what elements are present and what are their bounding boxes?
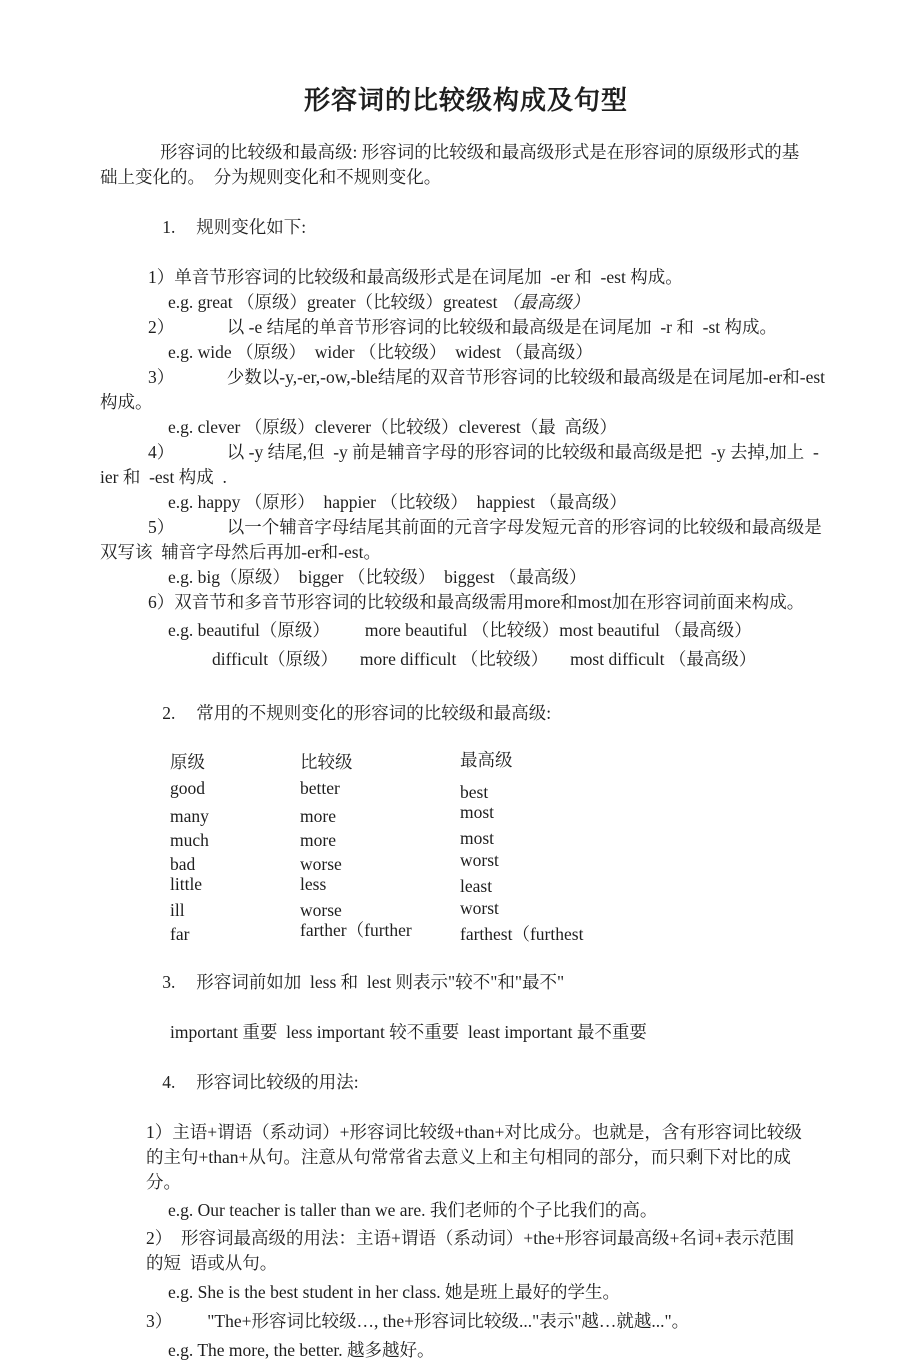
section-1-label: 规则变化如下:: [196, 217, 307, 237]
table-header-row: [170, 751, 832, 777]
table-cell: more: [300, 806, 336, 826]
section-3-example-text: important 重要 less important 较不重要 least important 最不重要: [170, 1022, 647, 1042]
section-2-heading: [100, 676, 832, 751]
rule-5-line-1: 5） 以一个辅音字母结尾其前面的元音字母发短元音的形容词的比较级和最高级是: [148, 517, 822, 537]
rule-4-line-1: 4） 以 -y 结尾,但 -y 前是辅音字母的形容词的比较级和最高级是把 -y 去掉,加上 -: [148, 442, 819, 462]
header-positive: 原级: [170, 752, 205, 772]
example-happy: e.g. happy （原形） happier （比较级） happiest （最高级）: [168, 492, 627, 512]
table-cell: far: [170, 924, 190, 944]
table-cell: better: [300, 778, 340, 798]
example-beautiful: e.g. beautiful（原级） more beautiful （比较级）most beautiful （最高级）: [168, 620, 752, 640]
section-1-heading: [100, 190, 832, 265]
rule-5-line-2: 双写该 辅音字母然后再加-er和-est。: [100, 542, 381, 562]
example-our-teacher: e.g. Our teacher is taller than we are. 我们老师的个子比我们的高。: [168, 1200, 658, 1220]
example-great-italic: （最高级）: [501, 292, 590, 312]
table-row: [170, 802, 832, 829]
usage-3-line-1: 3） "The+形容词比较级…, the+形容词比较级..."表示"越…就越..."。: [146, 1311, 690, 1331]
table-cell: bad: [170, 854, 196, 874]
table-cell: best: [460, 782, 489, 802]
section-3-heading: [100, 945, 832, 1020]
table-row: [170, 873, 832, 899]
usage-1-line-2: 的主句+than+从句。注意从句常常省去意义上和主句相同的部分，而只剩下对比的成: [146, 1147, 791, 1167]
intro-line-1: 形容词的比较级和最高级: 形容词的比较级和最高级形式是在形容词的原级形式的基: [160, 142, 800, 162]
document-title: 形容词的比较级构成及句型: [303, 86, 628, 115]
table-cell: many: [170, 806, 209, 826]
section-2-number: 2.: [162, 703, 176, 723]
example-great-normal: e.g. great （原级）greater（比较级）greatest: [168, 292, 502, 312]
table-cell: good: [170, 778, 205, 798]
section-3-label: 形容词前如加 less 和 lest 则表示"较不"和"最不": [196, 972, 565, 992]
usage-1-line-3: 分。: [146, 1172, 181, 1192]
example-big: e.g. big（原级） bigger （比较级） biggest （最高级）: [168, 567, 587, 587]
header-superlative: 最高级: [460, 750, 513, 770]
rule-1: 1）单音节形容词的比较级和最高级形式是在词尾加 -er 和 -est 构成。: [148, 267, 683, 287]
intro-line-2: 础上变化的。 分为规则变化和不规则变化。: [100, 167, 442, 187]
rule-3-line-1: 3） 少数以-y,-er,-ow,-ble结尾的双音节形容词的比较级和最高级是在词尾加-er和-est: [148, 367, 826, 387]
table-cell: little: [170, 874, 203, 894]
section-1-number: 1.: [162, 217, 176, 237]
section-4-heading: [100, 1045, 832, 1120]
rule-3-line-2: 构成。: [100, 392, 153, 412]
section-2-label: 常用的不规则变化的形容词的比较级和最高级:: [196, 703, 552, 723]
section-3-number: 3.: [162, 972, 176, 992]
table-cell: ill: [170, 900, 185, 920]
table-cell: worst: [460, 850, 499, 870]
example-wide: e.g. wide （原级） wider （比较级） widest （最高级）: [168, 342, 593, 362]
section-4-label: 形容词比较级的用法:: [196, 1072, 359, 1092]
table-row: [170, 920, 832, 945]
table-cell: much: [170, 830, 209, 850]
example-the-more: e.g. The more, the better. 越多越好。: [168, 1340, 435, 1360]
table-cell: worst: [460, 898, 499, 918]
document-content: [100, 84, 832, 1363]
example-great: [100, 290, 832, 315]
example-difficult: difficult（原级） more difficult （比较级） most difficult （最高级）: [212, 649, 757, 669]
usage-2-line-1: 2） 形容词最高级的用法：主语+谓语（系动词）+the+形容词最高级+名词+表示范围: [146, 1228, 795, 1248]
table-cell: worse: [300, 854, 342, 874]
table-cell: least: [460, 876, 493, 896]
header-comparative: 比较级: [300, 752, 353, 772]
table-cell: most: [460, 802, 495, 822]
table-row: [170, 850, 832, 874]
example-best-student: e.g. She is the best student in her class. 她是班上最好的学生。: [168, 1282, 621, 1302]
table-cell: most: [460, 828, 495, 848]
table-cell: worse: [300, 900, 342, 920]
table-row: [170, 899, 832, 923]
usage-2-line-2: 的短 语或从句。: [146, 1253, 278, 1273]
table-cell: less: [300, 874, 327, 894]
table-cell: farthest（furthest: [460, 924, 584, 944]
example-clever: e.g. clever （原级）cleverer（比较级）cleverest（最 高级）: [168, 417, 618, 437]
usage-1-line-1: 1）主语+谓语（系动词）+形容词比较级+than+对比成分。也就是，含有形容词比较级: [146, 1122, 802, 1142]
rule-2: 2） 以 -e 结尾的单音节形容词的比较级和最高级是在词尾加 -r 和 -st 构成。: [148, 317, 777, 337]
table-cell: farther（further: [300, 920, 412, 940]
rule-6: 6）双音节和多音节形容词的比较级和最高级需用more和most加在形容词前面来构成。: [148, 592, 805, 612]
section-3-example: [100, 1020, 832, 1045]
table-cell: more: [300, 830, 336, 850]
irregular-forms-table: [170, 751, 832, 945]
rule-4-line-2: ier 和 -est 构成 .: [100, 467, 227, 487]
section-4-number: 4.: [162, 1072, 176, 1092]
